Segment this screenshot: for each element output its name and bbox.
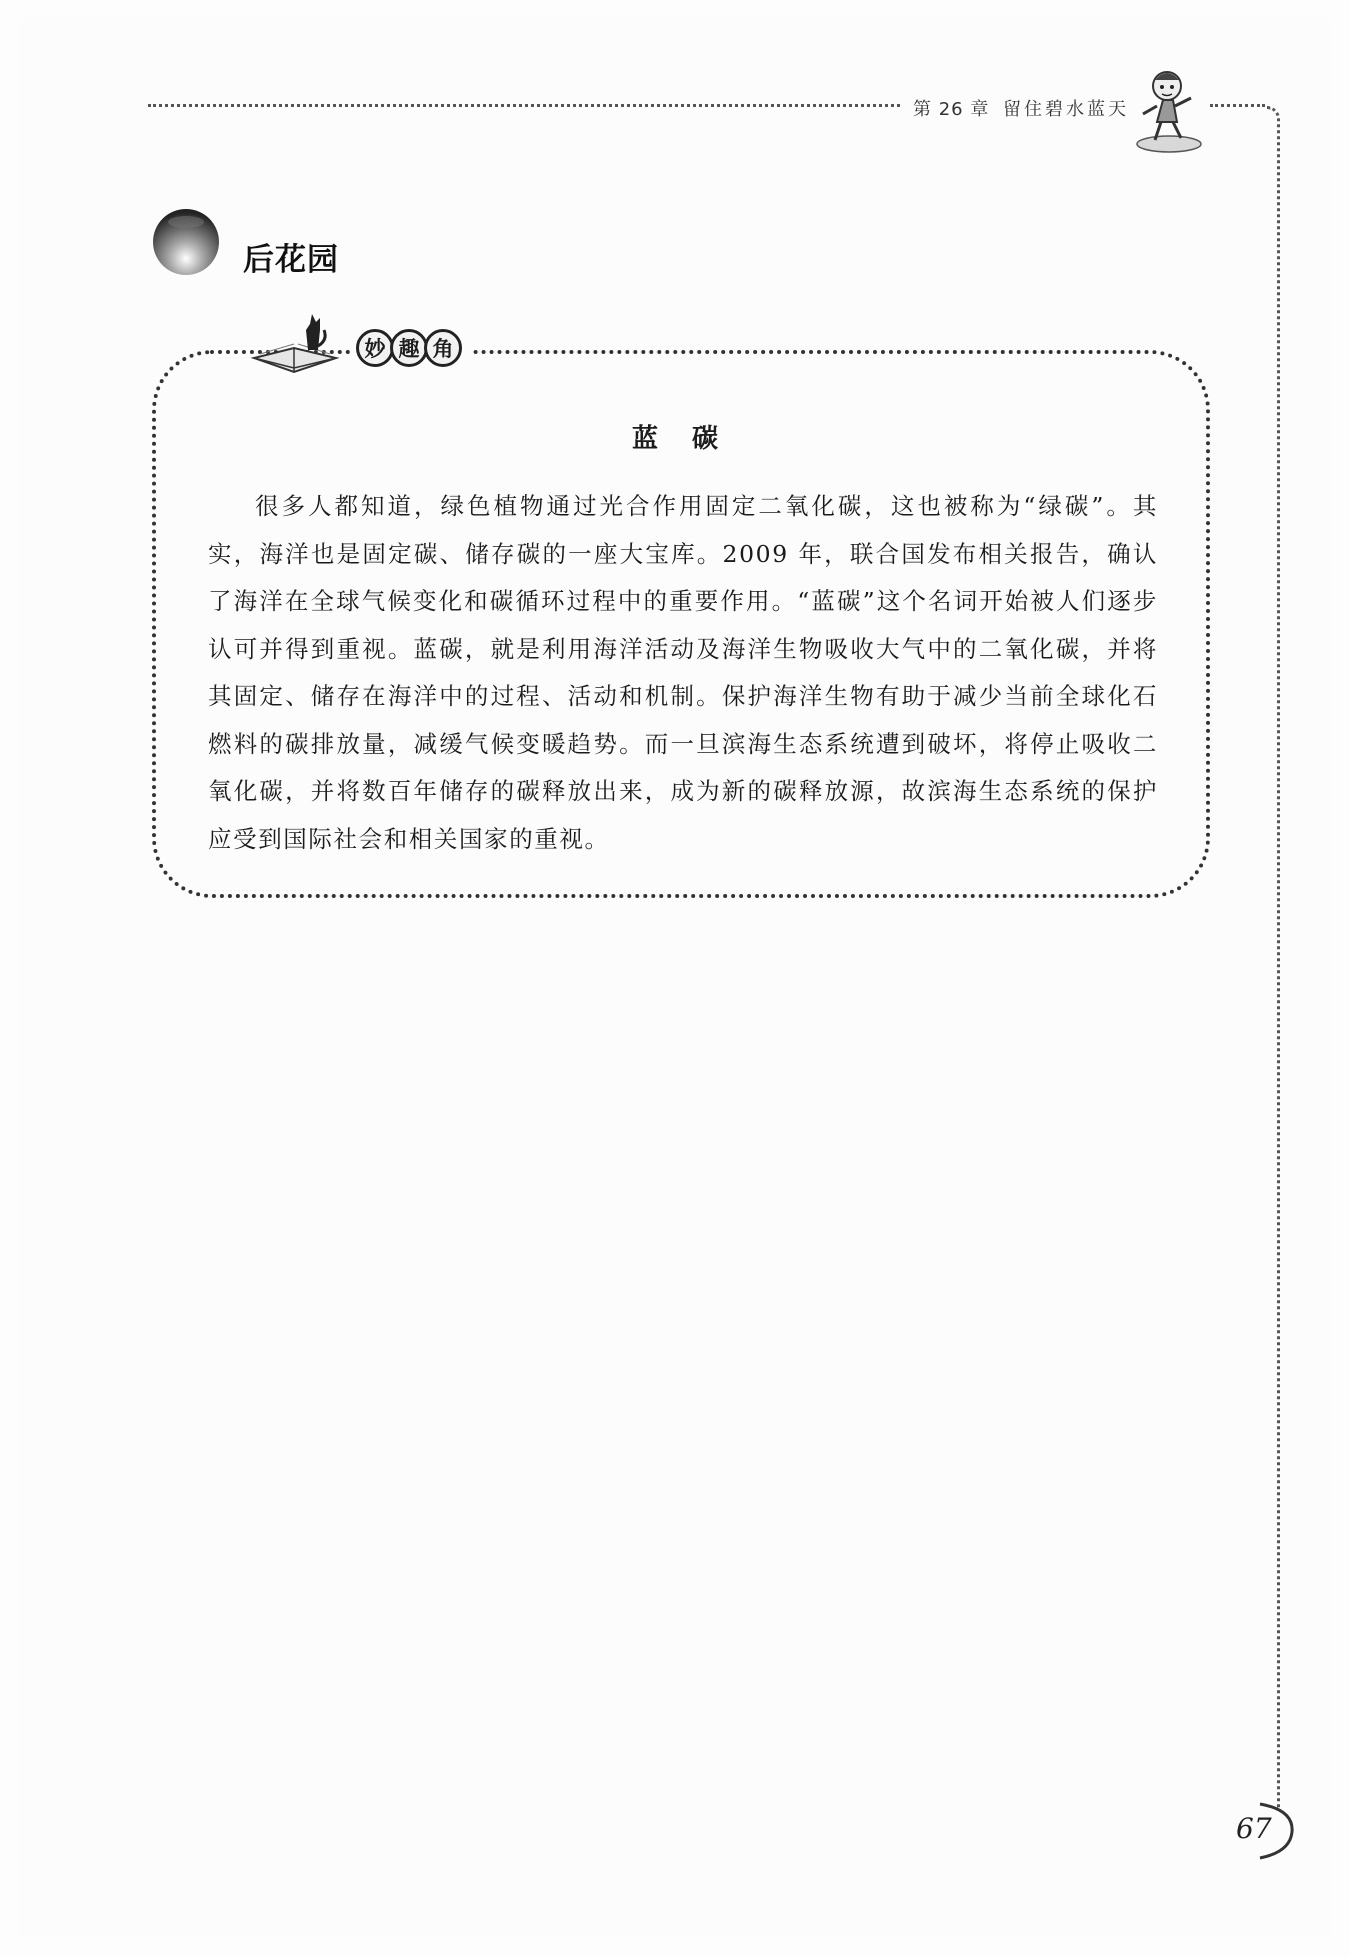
fun-corner-tag (352, 329, 470, 371)
header-dotted-rule-right (1210, 104, 1265, 107)
tag-char: 趣 (390, 329, 428, 367)
tag-char: 妙 (356, 329, 394, 367)
chapter-label: 第 26 章 (913, 99, 990, 120)
chapter-title: 留住碧水蓝天 (1003, 99, 1129, 120)
book-with-cat-icon (250, 310, 340, 376)
section-title: 后花园 (243, 242, 339, 278)
tag-char: 角 (424, 329, 462, 367)
header-dotted-rule (148, 104, 900, 107)
sphere-icon (150, 208, 222, 280)
article-title: 蓝碳 (631, 424, 752, 454)
page-background (18, 18, 1330, 1938)
margin-dotted-rule (1267, 106, 1280, 1809)
article-body: 很多人都知道，绿色植物通过光合作用固定二氧化碳，这也被称为“绿碳”。其实，海洋也是固定碳、储存碳的一座大宝库。2009 年，联合国发布相关报告，确认了海洋在全球气候变化和碳循环过程中的重要作用。“蓝碳”这个名词开始被人们逐步认可并得到重视。蓝碳，就是利用海洋活动及海洋生物吸收大气中的二氧化碳，并将其固定、储存在海洋中的过程、活动和机制。保护海洋生物有助于减少当前全球化石燃料的碳排放量，减缓气候变暖趋势。而一旦滨海生态系统遭到破坏，将停止吸收二氧化碳，并将数百年储存的碳释放出来，成为新的碳释放源，故滨海生态系统的保护应受到国际社会和相关国家的重视。 (208, 492, 1158, 853)
page-number: 67 (1236, 1812, 1272, 1845)
mascot-icon (1133, 64, 1205, 154)
